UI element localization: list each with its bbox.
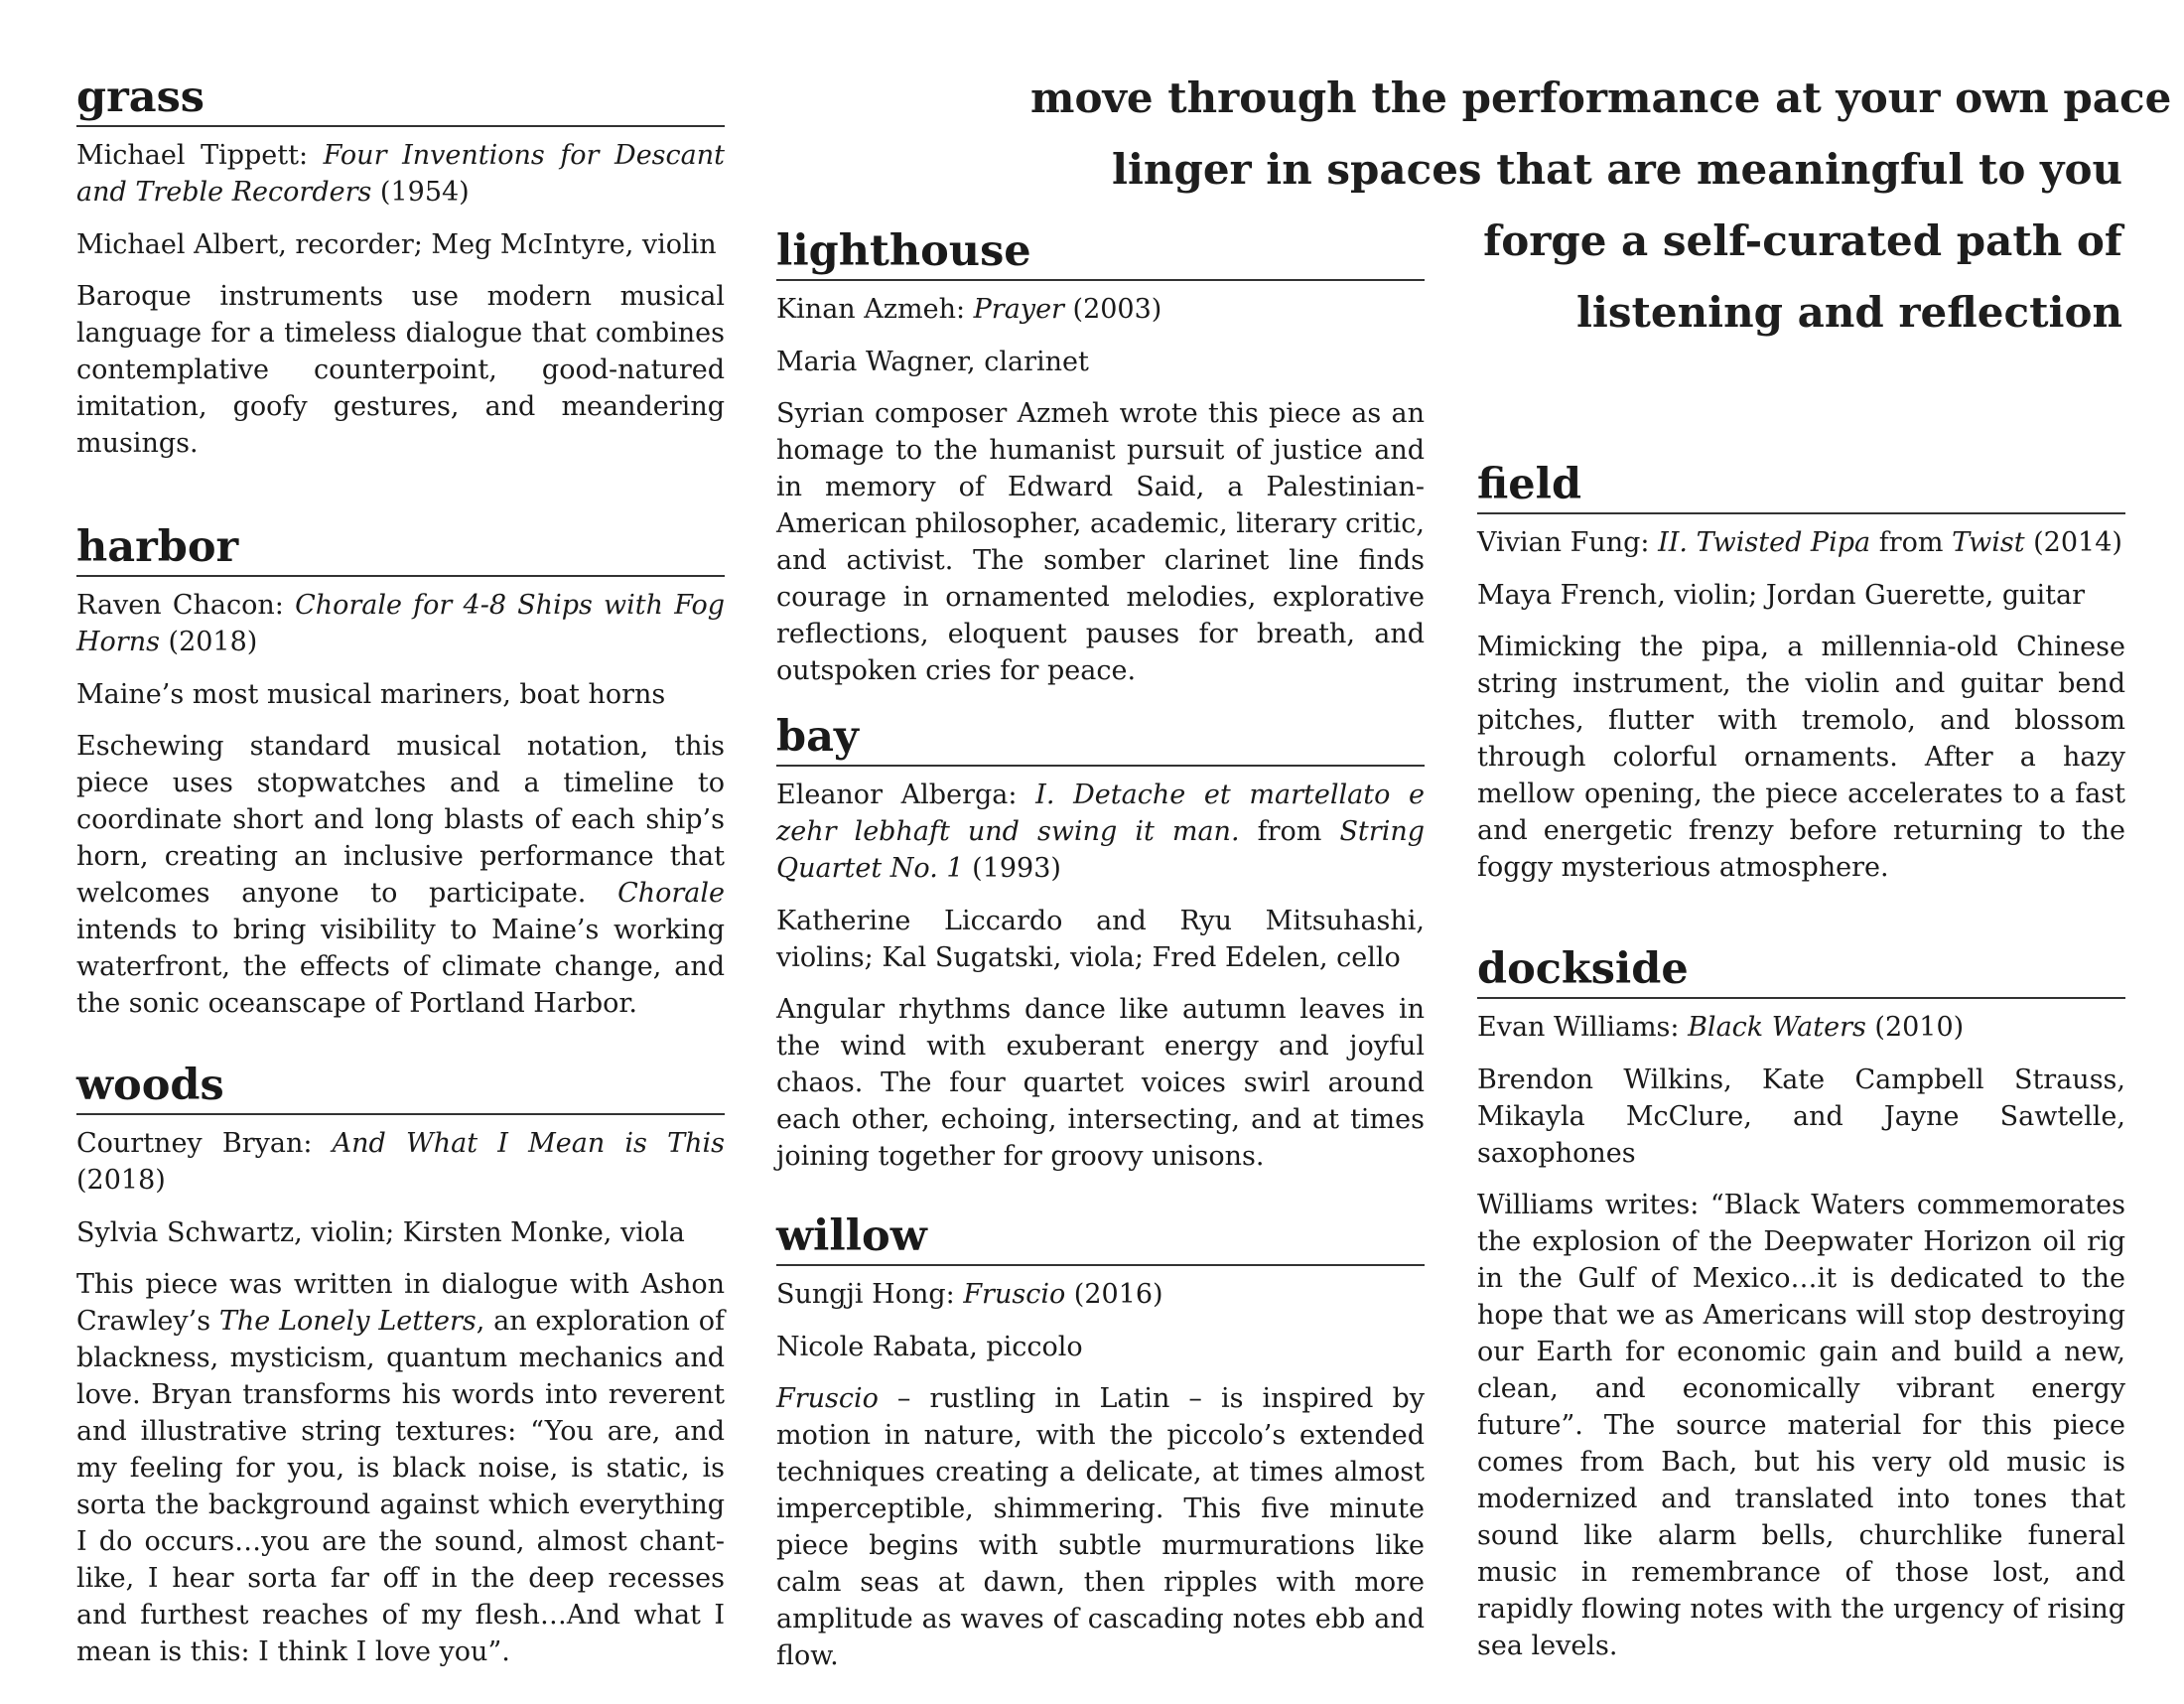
section-dockside xyxy=(1477,941,2125,1664)
section-title: woods xyxy=(76,1058,725,1115)
description: Syrian composer Azmeh wrote this piece as an homage to the humanist pursuit of justice and in memory of Edward Said, a Palestinian-American philosopher, academic, literary critic, and activist. The somber clarinet line finds courage in ornamented melodies, explorative reflections, eloquent pauses for breath, and outspoken cries for peace. xyxy=(776,398,1425,686)
description: Fruscio – rustling in Latin – is inspired by motion in nature, with the piccolo’s extended techniques creating a delicate, at times almost imperceptible, shimmering. This five minute piece begins with subtle murmurations like calm seas at dawn, then ripples with more amplitude as waves of cascading notes ebb and flow. xyxy=(776,1383,1425,1671)
description: Angular rhythms dance like autumn leaves in the wind with exuberant energy and joyful chaos. The four quartet voices swirl around each other, echoing, intersecting, and at times joining together for groovy unisons. xyxy=(776,994,1425,1172)
description: This piece was written in dialogue with Ashon Crawley’s The Lonely Letters, an exploration of blackness, mysticism, quantum mechanics and love. Bryan transforms his words into reverent and illustrative string textures: “You are, and my feeling for you, is black noise, is static, is sorta the background against which everything I do occurs…you are the sound, almost chant-like, I hear sorta far off in the deep recesses and furthest reaches of my flesh…And what I mean is this: I think I love you”. xyxy=(76,1269,725,1667)
section-title: grass xyxy=(76,70,725,127)
composer-line: Vivian Fung: II. Twisted Pipa from Twist (2014) xyxy=(1477,527,2122,558)
section-title: lighthouse xyxy=(776,223,1425,281)
section-title: field xyxy=(1477,457,2125,514)
performers: Nicole Rabata, piccolo xyxy=(776,1332,1083,1362)
section-title: dockside xyxy=(1477,941,2125,999)
performers: Michael Albert, recorder; Meg McIntyre, violin xyxy=(76,229,717,260)
composer-line: Courtney Bryan: And What I Mean is This (2018) xyxy=(76,1128,725,1196)
description: Baroque instruments use modern musical language for a timeless dialogue that combines contemplative counterpoint, good-natured imitation, goofy gestures, and meandering musings. xyxy=(76,281,725,459)
intro-line: listening and reflection xyxy=(1575,288,2122,337)
description: Williams writes: “Black Waters commemorates the explosion of the Deepwater Horizon oil rig in the Gulf of Mexico…it is dedicated to the hope that we as Americans will stop destroying our Earth for economic gain and build a new, clean, and economically vibrant energy future”. The source material for this piece comes from Bach, but his very old music is modernized and translated into tones that sound like alarm bells, churchlike funeral music in remembrance of those lost, and rapidly flowing notes with the urgency of rising sea levels. xyxy=(1477,1190,2125,1661)
composer-line: Raven Chacon: Chorale for 4-8 Ships with Fog Horns (2018) xyxy=(76,590,725,657)
section-grass xyxy=(76,70,725,462)
description: Eschewing standard musical notation, this piece uses stopwatches and a timeline to coordinate short and long blasts of each ship’s horn, creating an inclusive performance that welcomes anyone to participate. Chorale intends to bring visibility to Maine’s working waterfront, the effects of climate change, and the sonic oceanscape of Portland Harbor. xyxy=(76,731,725,1019)
section-lighthouse xyxy=(776,223,1425,689)
column-middle xyxy=(776,223,1425,1704)
composer-line: Eleanor Alberga: I. Detache et martellato e zehr lebhaft und swing it man. from String Quartet No. 1 (1993) xyxy=(776,780,1426,884)
intro-line: move through the performance at your own pace xyxy=(1030,73,2172,122)
performers: Sylvia Schwartz, violin; Kirsten Monke, viola xyxy=(76,1217,685,1248)
composer-line: Evan Williams: Black Waters (2010) xyxy=(1477,1012,1965,1043)
intro-line: forge a self-curated path of xyxy=(1483,216,2122,265)
performers: Maine’s most musical mariners, boat horns xyxy=(76,679,666,710)
performers: Katherine Liccardo and Ryu Mitsuhashi, violins; Kal Sugatski, viola; Fred Edelen, cello xyxy=(776,906,1425,973)
composer-line: Michael Tippett: Four Inventions for Descant and Treble Recorders (1954) xyxy=(76,140,725,208)
composer-line: Kinan Azmeh: Prayer (2003) xyxy=(776,294,1162,325)
section-woods xyxy=(76,1058,725,1670)
section-title: harbor xyxy=(76,519,725,577)
performers: Maria Wagner, clarinet xyxy=(776,347,1089,377)
section-title: bay xyxy=(776,709,1425,767)
section-bay xyxy=(776,709,1425,1175)
composer-line: Sungji Hong: Fruscio (2016) xyxy=(776,1279,1163,1310)
intro-line: linger in spaces that are meaningful to you xyxy=(1112,145,2122,194)
performers: Maya French, violin; Jordan Guerette, guitar xyxy=(1477,580,2086,611)
column-right xyxy=(1477,457,2125,1694)
column-left xyxy=(76,70,725,1700)
section-willow xyxy=(776,1208,1425,1674)
section-title: willow xyxy=(776,1208,1425,1266)
description: Mimicking the pipa, a millennia-old Chinese string instrument, the violin and guitar bend pitches, flutter with tremolo, and blossom through colorful ornaments. After a hazy mellow opening, the piece accelerates to a fast and energetic frenzy before returning to the foggy mysterious atmosphere. xyxy=(1477,632,2125,883)
section-harbor xyxy=(76,519,725,1022)
performers: Brendon Wilkins, Kate Campbell Strauss, Mikayla McClure, and Jayne Sawtelle, saxophones xyxy=(1477,1065,2125,1169)
section-field xyxy=(1477,457,2125,886)
